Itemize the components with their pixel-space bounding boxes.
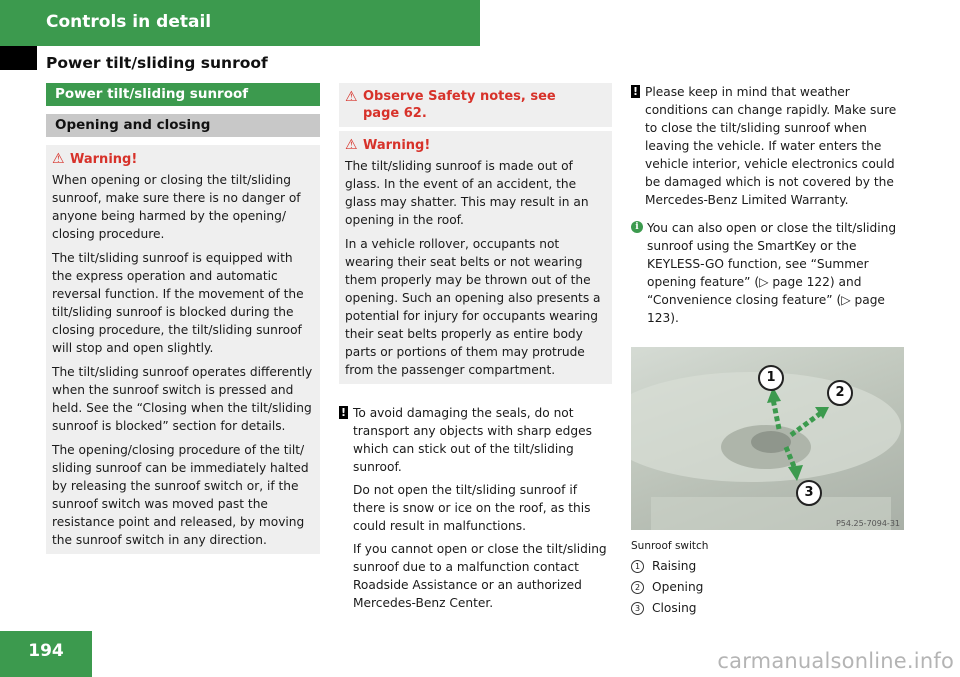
caution-icon: ! xyxy=(340,406,347,419)
callout-3: 3 xyxy=(796,480,822,506)
note-paragraph: If you cannot open or close the tilt/sliding sunroof due to a malfunction contact Roadside Assistance or an authorized Mercedes-Benz Center. xyxy=(353,542,607,610)
legend-item xyxy=(631,556,909,577)
note-paragraph: To avoid damaging the seals, do not transport any objects with sharp edges which can stick out of the tilt/sliding sunroof. xyxy=(353,406,592,474)
warning-paragraph: The opening/closing procedure of the tilt/ sliding sunroof can be immediately halted by releasing the sunroof switch or, if the sunroof switch was moved past the resistance point and released, by moving the sunroof switch in any direction. xyxy=(52,443,309,547)
legend-number: 3 xyxy=(631,602,644,615)
warning-paragraph: When opening or closing the tilt/sliding sunroof, make sure there is no danger of anyone being harmed by the opening/ closing procedure. xyxy=(52,173,301,241)
info-icon: i xyxy=(631,221,643,233)
warning-box xyxy=(46,145,320,554)
warning-icon: ⚠ xyxy=(345,137,358,153)
figure-caption: Sunroof switch xyxy=(631,540,709,552)
safety-notes-link[interactable]: Observe Safety notes, see page 62. xyxy=(363,89,556,121)
topic-heading: Power tilt/sliding sunroof xyxy=(46,83,320,106)
sunroof-switch-photo xyxy=(631,347,904,530)
legend-item xyxy=(631,577,909,598)
chapter-title: Controls in detail xyxy=(46,12,212,32)
warning-paragraph: In a vehicle rollover, occupants not wearing their seat belts or not wearing them properly may be thrown out of the opening. Such an opening also presents a potential for injury for occupants wearing their seat belts properly as entire body parts or portions of them may protrude from the passenger compartment. xyxy=(345,237,601,377)
section-title: Power tilt/sliding sunroof xyxy=(46,54,268,72)
column-1 xyxy=(46,83,320,554)
warning-icon: ⚠ xyxy=(345,89,358,105)
note-paragraph: Do not open the tilt/sliding sunroof if there is snow or ice on the roof, as this could result in malfunctions. xyxy=(353,483,591,533)
callout-2: 2 xyxy=(827,380,853,406)
warning-paragraph: The tilt/sliding sunroof is made out of glass. In the event of an accident, the glass may shatter. This may result in an opening in the roof. xyxy=(345,159,589,227)
column-2 xyxy=(339,83,612,617)
warning-icon: ⚠ xyxy=(52,151,65,167)
watermark: carmanualsonline.info xyxy=(717,649,954,673)
photo-code: P54.25-7094-31 xyxy=(835,519,900,528)
legend-item xyxy=(631,598,909,619)
callout-1: 1 xyxy=(758,365,784,391)
caution-note xyxy=(339,404,612,612)
page-number-tab xyxy=(0,631,92,677)
legend xyxy=(631,556,909,619)
page-number: 194 xyxy=(28,641,64,661)
note-paragraph: Please keep in mind that weather conditions can change rapidly. Make sure to close the tilt/sliding sunroof when leaving the vehicle. If water enters the vehicle interior, vehicle electronics could be damaged which is not covered by the Mercedes-Benz Limited Warranty. xyxy=(645,85,897,207)
header-marker xyxy=(0,46,37,70)
column-3 xyxy=(631,83,909,619)
caution-note xyxy=(631,83,909,209)
warning-paragraph: The tilt/sliding sunroof operates differently when the sunroof switch is pressed and held. See the “Closing when the tilt/sliding sunroof is blocked” section for details. xyxy=(52,365,313,433)
legend-label: Closing xyxy=(652,601,697,615)
chapter-header xyxy=(0,0,480,46)
caution-icon: ! xyxy=(632,85,639,98)
warning-paragraph: The tilt/sliding sunroof is equipped with the express operation and automatic reversal function. If the movement of the tilt/sliding sunroof is blocked during the closing procedure, the tilt/sliding sunroof will stop and open slightly. xyxy=(52,251,304,355)
info-note xyxy=(631,219,909,327)
legend-number: 2 xyxy=(631,581,644,594)
safety-notes-box xyxy=(339,83,612,127)
warning-label: Warning! xyxy=(70,152,138,167)
legend-label: Opening xyxy=(652,580,704,594)
note-paragraph: You can also open or close the tilt/sliding sunroof using the SmartKey or the KEYLESS-GO function, see “Summer opening feature” (▷ page 122) and “Convenience closing feature” (▷ page 123). xyxy=(647,221,897,325)
warning-box xyxy=(339,131,612,384)
warning-label: Warning! xyxy=(363,138,431,153)
legend-number: 1 xyxy=(631,560,644,573)
legend-label: Raising xyxy=(652,559,697,573)
subtopic-heading: Opening and closing xyxy=(46,114,320,137)
